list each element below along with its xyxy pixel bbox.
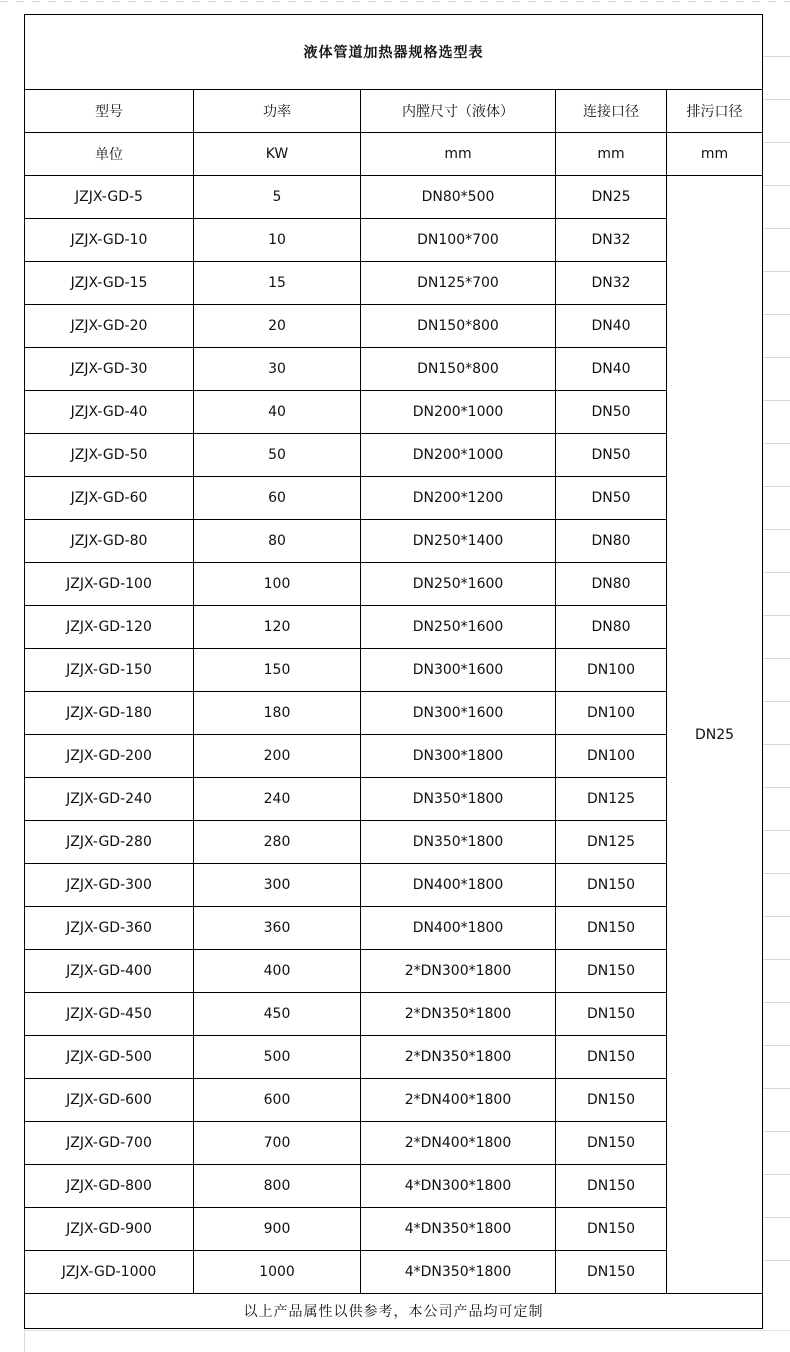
cell-power: 1000	[194, 1251, 361, 1294]
cell-connection-size: DN32	[556, 262, 667, 305]
table-row	[25, 950, 763, 993]
cell-connection-size: DN125	[556, 778, 667, 821]
cell-model: JZJX-GD-300	[25, 864, 194, 907]
table-row	[25, 692, 763, 735]
cell-chamber-size: DN100*700	[361, 219, 556, 262]
cell-chamber-size: DN300*1600	[361, 692, 556, 735]
cell-chamber-size: 2*DN350*1800	[361, 993, 556, 1036]
cell-power: 15	[194, 262, 361, 305]
cell-connection-size: DN80	[556, 520, 667, 563]
cell-power: 200	[194, 735, 361, 778]
table-row	[25, 1165, 763, 1208]
cell-power: 180	[194, 692, 361, 735]
cell-connection-size: DN150	[556, 1165, 667, 1208]
cell-drain-size: DN25	[667, 176, 763, 1294]
table-row	[25, 649, 763, 692]
header-connection-size: 连接口径	[556, 90, 667, 133]
cell-power: 20	[194, 305, 361, 348]
cell-chamber-size: DN350*1800	[361, 821, 556, 864]
cell-chamber-size: DN250*1600	[361, 606, 556, 649]
cell-model: JZJX-GD-50	[25, 434, 194, 477]
table-row	[25, 864, 763, 907]
cell-power: 300	[194, 864, 361, 907]
header-row	[25, 90, 763, 133]
cell-chamber-size: DN150*800	[361, 348, 556, 391]
cell-power: 240	[194, 778, 361, 821]
cell-connection-size: DN150	[556, 907, 667, 950]
table-title: 液体管道加热器规格选型表	[25, 15, 763, 90]
footer-row	[25, 1294, 763, 1329]
table-row	[25, 348, 763, 391]
table-row	[25, 305, 763, 348]
sheet-gridlines-right	[762, 14, 790, 1292]
cell-power: 30	[194, 348, 361, 391]
cell-power: 360	[194, 907, 361, 950]
sheet-gridline-top	[0, 0, 790, 14]
table-row	[25, 606, 763, 649]
cell-model: JZJX-GD-180	[25, 692, 194, 735]
cell-model: JZJX-GD-240	[25, 778, 194, 821]
cell-connection-size: DN100	[556, 735, 667, 778]
header-power: 功率	[194, 90, 361, 133]
table-row	[25, 1079, 763, 1122]
table-row	[25, 907, 763, 950]
cell-chamber-size: DN300*1600	[361, 649, 556, 692]
cell-connection-size: DN150	[556, 1079, 667, 1122]
table-row	[25, 219, 763, 262]
cell-power: 900	[194, 1208, 361, 1251]
cell-chamber-size: 2*DN350*1800	[361, 1036, 556, 1079]
cell-connection-size: DN150	[556, 1036, 667, 1079]
cell-power: 150	[194, 649, 361, 692]
cell-chamber-size: DN250*1400	[361, 520, 556, 563]
table-row	[25, 993, 763, 1036]
cell-connection-size: DN150	[556, 864, 667, 907]
cell-model: JZJX-GD-360	[25, 907, 194, 950]
cell-chamber-size: 4*DN300*1800	[361, 1165, 556, 1208]
cell-power: 400	[194, 950, 361, 993]
cell-connection-size: DN50	[556, 391, 667, 434]
unit-power: KW	[194, 133, 361, 176]
cell-chamber-size: 4*DN350*1800	[361, 1251, 556, 1294]
cell-model: JZJX-GD-5	[25, 176, 194, 219]
table-row	[25, 391, 763, 434]
cell-connection-size: DN125	[556, 821, 667, 864]
cell-power: 40	[194, 391, 361, 434]
cell-power: 120	[194, 606, 361, 649]
cell-chamber-size: DN350*1800	[361, 778, 556, 821]
header-chamber-size: 内膛尺寸（液体）	[361, 90, 556, 133]
table-row	[25, 821, 763, 864]
spec-table	[24, 14, 763, 1329]
unit-label: 单位	[25, 133, 194, 176]
cell-chamber-size: DN250*1600	[361, 563, 556, 606]
unit-row	[25, 133, 763, 176]
cell-model: JZJX-GD-20	[25, 305, 194, 348]
cell-model: JZJX-GD-120	[25, 606, 194, 649]
table-row	[25, 434, 763, 477]
cell-power: 280	[194, 821, 361, 864]
table-row	[25, 563, 763, 606]
cell-chamber-size: DN125*700	[361, 262, 556, 305]
cell-model: JZJX-GD-450	[25, 993, 194, 1036]
cell-model: JZJX-GD-60	[25, 477, 194, 520]
cell-model: JZJX-GD-30	[25, 348, 194, 391]
cell-connection-size: DN80	[556, 606, 667, 649]
header-drain-size: 排污口径	[667, 90, 763, 133]
cell-connection-size: DN150	[556, 950, 667, 993]
table-row	[25, 477, 763, 520]
cell-power: 10	[194, 219, 361, 262]
sheet-gridline-bottom	[24, 1330, 790, 1331]
table-row	[25, 176, 763, 219]
table-row	[25, 735, 763, 778]
cell-model: JZJX-GD-100	[25, 563, 194, 606]
cell-power: 800	[194, 1165, 361, 1208]
cell-model: JZJX-GD-500	[25, 1036, 194, 1079]
cell-model: JZJX-GD-80	[25, 520, 194, 563]
cell-power: 5	[194, 176, 361, 219]
cell-connection-size: DN40	[556, 305, 667, 348]
unit-chamber: mm	[361, 133, 556, 176]
cell-connection-size: DN50	[556, 434, 667, 477]
cell-power: 50	[194, 434, 361, 477]
cell-connection-size: DN150	[556, 1122, 667, 1165]
table-row	[25, 778, 763, 821]
cell-connection-size: DN100	[556, 692, 667, 735]
cell-model: JZJX-GD-400	[25, 950, 194, 993]
unit-connection: mm	[556, 133, 667, 176]
cell-connection-size: DN25	[556, 176, 667, 219]
cell-model: JZJX-GD-600	[25, 1079, 194, 1122]
cell-chamber-size: DN200*1000	[361, 391, 556, 434]
cell-chamber-size: 4*DN350*1800	[361, 1208, 556, 1251]
unit-drain: mm	[667, 133, 763, 176]
cell-model: JZJX-GD-900	[25, 1208, 194, 1251]
cell-chamber-size: DN300*1800	[361, 735, 556, 778]
cell-chamber-size: DN400*1800	[361, 864, 556, 907]
cell-chamber-size: DN150*800	[361, 305, 556, 348]
cell-model: JZJX-GD-800	[25, 1165, 194, 1208]
cell-chamber-size: 2*DN400*1800	[361, 1122, 556, 1165]
cell-chamber-size: 2*DN400*1800	[361, 1079, 556, 1122]
cell-model: JZJX-GD-200	[25, 735, 194, 778]
cell-connection-size: DN80	[556, 563, 667, 606]
cell-connection-size: DN50	[556, 477, 667, 520]
cell-chamber-size: DN200*1200	[361, 477, 556, 520]
cell-power: 100	[194, 563, 361, 606]
cell-power: 60	[194, 477, 361, 520]
cell-chamber-size: DN80*500	[361, 176, 556, 219]
table-row	[25, 1122, 763, 1165]
cell-power: 600	[194, 1079, 361, 1122]
cell-power: 500	[194, 1036, 361, 1079]
table-row	[25, 520, 763, 563]
cell-power: 450	[194, 993, 361, 1036]
cell-model: JZJX-GD-150	[25, 649, 194, 692]
footer-note: 以上产品属性以供参考，本公司产品均可定制	[25, 1294, 763, 1329]
table-row	[25, 1251, 763, 1294]
cell-model: JZJX-GD-10	[25, 219, 194, 262]
cell-connection-size: DN150	[556, 1208, 667, 1251]
cell-model: JZJX-GD-280	[25, 821, 194, 864]
cell-connection-size: DN40	[556, 348, 667, 391]
cell-power: 700	[194, 1122, 361, 1165]
cell-model: JZJX-GD-700	[25, 1122, 194, 1165]
cell-model: JZJX-GD-40	[25, 391, 194, 434]
cell-connection-size: DN150	[556, 993, 667, 1036]
table-row	[25, 1208, 763, 1251]
cell-chamber-size: 2*DN300*1800	[361, 950, 556, 993]
cell-connection-size: DN100	[556, 649, 667, 692]
cell-model: JZJX-GD-1000	[25, 1251, 194, 1294]
table-row	[25, 262, 763, 305]
cell-chamber-size: DN200*1000	[361, 434, 556, 477]
cell-connection-size: DN150	[556, 1251, 667, 1294]
cell-power: 80	[194, 520, 361, 563]
header-model: 型号	[25, 90, 194, 133]
cell-model: JZJX-GD-15	[25, 262, 194, 305]
table-row	[25, 1036, 763, 1079]
cell-connection-size: DN32	[556, 219, 667, 262]
cell-chamber-size: DN400*1800	[361, 907, 556, 950]
